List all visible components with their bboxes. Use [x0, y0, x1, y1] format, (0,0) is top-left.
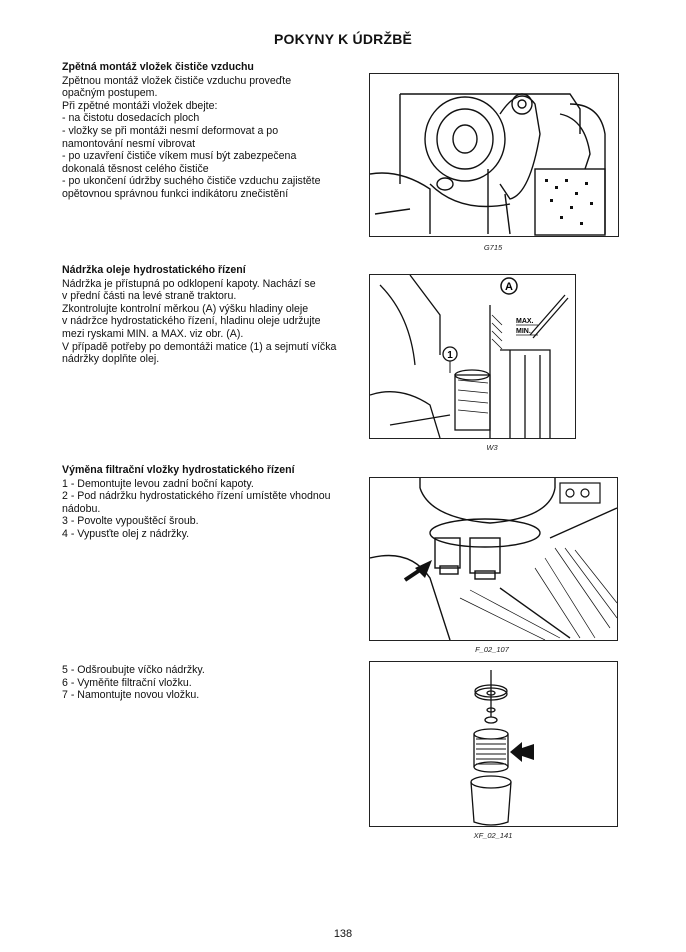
- page-title: POKYNY K ÚDRŽBĚ: [273, 31, 413, 47]
- callout-1: [443, 347, 457, 373]
- label-a: A: [505, 281, 513, 293]
- figure-caption: F_02_107: [475, 645, 509, 654]
- section-air-filter: [62, 61, 362, 201]
- label-1: 1: [447, 350, 453, 361]
- section-heading: Zpětná montáž vložek čističe vzduchu: [62, 61, 254, 73]
- figure-oil-tank: [369, 274, 576, 439]
- section-body: Zpětnou montáž vložek čističe vzduchu proveďte opačným postupem. Při zpětné montáži vložek dbejte: - na čistotu dosedacích ploch - vložky se při montáži nesmí deformovat a po namontování nesmí vibrovat - po uzavření čističe víkem musí být zabezpečena dokonalá těsnost celého čističe - po ukončení údržby suchého čističe vzduchu zajistěte opětovnou správnou funkci indikátoru znečistění: [62, 74, 321, 200]
- page-number: 138: [333, 928, 353, 940]
- drain-screw-illustration: [370, 478, 617, 640]
- pointer-arrow: [510, 742, 534, 762]
- section-body: 5 - Odšroubujte víčko nádržky. 6 - Vyměňte filtrační vložku. 7 - Namontujte novou vložku.: [62, 664, 205, 702]
- figure-drain-screw: [369, 477, 618, 641]
- label-max: MAX.: [516, 318, 534, 325]
- label-min: MIN.: [516, 328, 531, 335]
- figure-caption: W3: [486, 443, 498, 452]
- section-filter-steps: [62, 664, 362, 702]
- section-body: 1 - Demontujte levou zadní boční kapoty. 2 - Pod nádržku hydrostatického řízení umístěte vhodnou nádobu. 3 - Povolte vypouštěcí šroub. 4 - Vypusťte olej z nádržky.: [62, 477, 331, 540]
- oil-tank-illustration: [370, 275, 575, 438]
- figure-caption: G715: [483, 243, 503, 252]
- figure-air-filter: [369, 73, 619, 237]
- section-filter-replacement: [62, 464, 362, 541]
- figure-caption: XF_02_141: [473, 831, 513, 840]
- section-body: Nádržka je přístupná po odklopení kapoty. Nachází se v přední části na levé straně traktoru. Zkontrolujte kontrolní měrkou (A) výšku hladiny oleje v nádržce hydrostatického řízení, hladinu oleje udržujte mezi ryskami MIN. a MAX. viz obr. (A). V případě potřeby po demontáži matice (1) a sejmutí víčka nádržky doplňte olej.: [62, 277, 337, 366]
- callout-A: [501, 278, 517, 294]
- air-filter-illustration: [370, 74, 618, 236]
- section-heading: Výměna filtrační vložky hydrostatického řízení: [62, 464, 295, 476]
- section-hydrostatic-tank: [62, 264, 362, 366]
- filter-exploded-illustration: [370, 662, 617, 826]
- section-heading: Nádržka oleje hydrostatického řízení: [62, 264, 246, 276]
- figure-filter-exploded: [369, 661, 618, 827]
